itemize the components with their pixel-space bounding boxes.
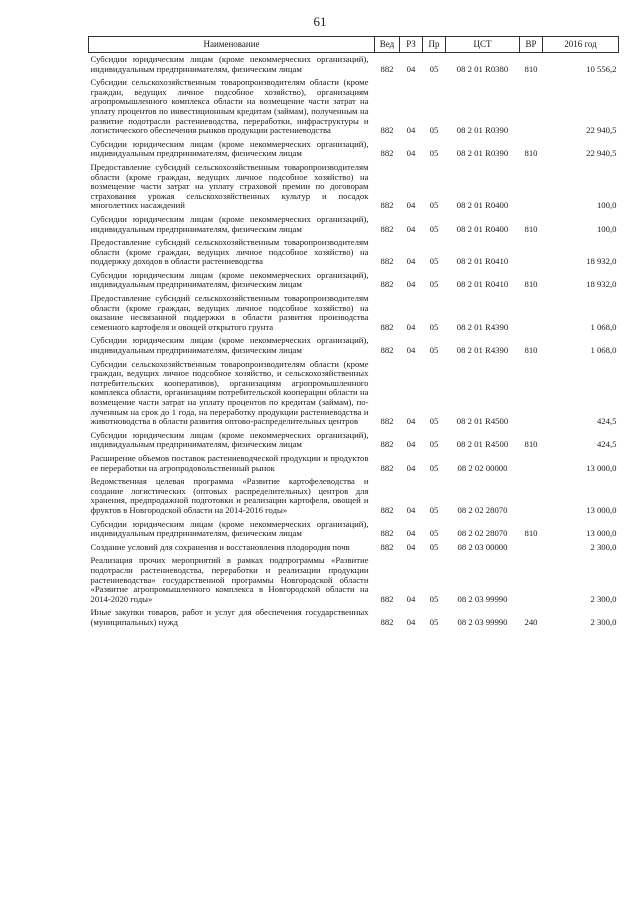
cell-name: Ведомственная целевая программа «Развитие картофелеводства и создание логистических (оптовых распределительных) центров для хранения, предпродажной подготовки и реализации картофеля, овощей и фруктов в Новгородской области на 2014-2016 годы» (90, 476, 369, 515)
cell-cst: 08 2 02 28070 (457, 528, 508, 539)
cell-name: Создание условий для сохранения и восстановления плодородия почв (90, 541, 350, 552)
table-row (89, 213, 619, 236)
cell-name: Предоставление субсидий сельскохозяйственным товаропроизводителям области (кроме граждан, ведущих личное подсобное хозяйство) на возмещение части затрат на уплату страховой премии по договорам страхования урожая сельскохозяйственных культур и посадок многолетних насаждений (90, 161, 369, 211)
table-row (89, 452, 619, 475)
cell-rz: 04 (406, 223, 416, 234)
cell-name: Субсидии юридическим лицам (кроме некоммерческих организаций), индивидуальным предпринимателям, физическим лицам (90, 335, 369, 356)
cell-name: Субсидии юридическим лицам (кроме некоммерческих организаций), индивидуальным предпринимателям, физическим лицам (90, 518, 369, 539)
cell-rz: 04 (406, 462, 416, 473)
cell-name: Предоставление субсидий сельскохозяйственным товаропроизводителям области (кроме граждан, ведущих личное подсобное хозяйство) на оказание несвязанной поддержки в области развития производства семенного картофеля и овощей открытого грунта (90, 293, 369, 332)
cell-sum: 2 300,0 (590, 593, 617, 604)
cell-sum: 10 556,2 (586, 63, 617, 74)
cell-pr: 05 (429, 504, 439, 515)
cell-pr: 05 (429, 439, 439, 450)
cell-rz: 04 (406, 321, 416, 332)
header-vr: ВР (520, 37, 543, 53)
table-row (89, 518, 619, 541)
table-row (89, 554, 619, 606)
cell-vr: 810 (524, 63, 538, 74)
cell-ved: 882 (380, 416, 394, 427)
cell-name: Субсидии юридическим лицам (кроме некоммерческих организаций), индивидуальным предпринимателям, физическим лицам (90, 54, 369, 74)
cell-sum: 2 300,0 (590, 541, 617, 552)
cell-ved: 882 (380, 345, 394, 356)
cell-pr: 05 (429, 528, 439, 539)
table-row (89, 76, 619, 138)
cell-sum: 13 000,0 (586, 528, 617, 539)
cell-cst: 08 2 03 00000 (457, 541, 508, 552)
cell-pr: 05 (429, 541, 439, 552)
cell-cst: 08 2 01 R0380 (456, 63, 509, 74)
cell-sum: 13 000,0 (586, 462, 617, 473)
cell-name: Субсидии юридическим лицам (кроме некоммерческих организаций), индивидуальным предпринимателям, физическим лицам (90, 269, 369, 290)
cell-rz: 04 (406, 148, 416, 159)
cell-cst: 08 2 01 R0400 (456, 200, 509, 211)
cell-pr: 05 (429, 616, 439, 627)
cell-cst: 08 2 01 R0390 (456, 148, 509, 159)
budget-table (88, 36, 619, 629)
cell-vr (520, 541, 543, 555)
cell-vr: 810 (524, 223, 538, 234)
cell-name: Иные закупки товаров, работ и услуг для обеспечения государственных (муниципальных) нужд (90, 607, 369, 627)
cell-rz: 04 (406, 63, 416, 74)
header-ved: Вед (375, 37, 400, 53)
cell-ved: 882 (380, 256, 394, 267)
cell-cst: 08 2 03 99990 (457, 616, 508, 627)
cell-ved: 882 (380, 616, 394, 627)
table-row (89, 606, 619, 629)
cell-rz: 04 (406, 504, 416, 515)
cell-cst: 08 2 01 R4500 (456, 416, 509, 427)
cell-vr (520, 554, 543, 606)
cell-cst: 08 2 02 28070 (457, 504, 508, 515)
cell-sum: 100,0 (596, 200, 617, 211)
cell-pr: 05 (429, 321, 439, 332)
cell-pr: 05 (429, 345, 439, 356)
cell-rz: 04 (406, 416, 416, 427)
cell-rz: 04 (406, 200, 416, 211)
cell-pr: 05 (429, 223, 439, 234)
cell-name: Субсидии юридическим лицам (кроме некоммерческих организаций), индивидуальным предпринимателям, физическим лицам (90, 138, 369, 159)
table-row (89, 53, 619, 77)
header-name: Наименование (89, 37, 375, 53)
table-row (89, 334, 619, 357)
cell-sum: 424,5 (596, 439, 617, 450)
cell-pr: 05 (429, 125, 439, 136)
cell-sum: 100,0 (596, 223, 617, 234)
table-row (89, 429, 619, 452)
cell-rz: 04 (406, 256, 416, 267)
cell-pr: 05 (429, 593, 439, 604)
cell-vr (520, 236, 543, 269)
header-pr: Пр (423, 37, 446, 53)
cell-sum: 22 940,5 (586, 125, 617, 136)
cell-sum: 18 932,0 (586, 279, 617, 290)
cell-vr: 240 (524, 616, 538, 627)
cell-sum: 424,5 (596, 416, 617, 427)
cell-name: Субсидии юридическим лицам (кроме некоммерческих организаций), индивидуальным предпринимателям, физическим лицам (90, 213, 369, 234)
cell-sum: 18 932,0 (586, 256, 617, 267)
cell-ved: 882 (380, 541, 394, 552)
cell-ved: 882 (380, 148, 394, 159)
cell-rz: 04 (406, 439, 416, 450)
cell-sum: 1 068,0 (590, 321, 617, 332)
cell-name: Субсидии сельскохозяйственным товаропроизводителям области (кроме граждан, ведущих личное подсобное хозяйство), организациям агропромышленного комплекса области на возмещение части затрат на уплату процентов по инвестиционным кредитам (займам), полученным на развитие подотрасли растениеводства, переработки, инфраструктуры и логистического обеспечения рынков продукции растениеводства (90, 77, 369, 136)
cell-vr (520, 292, 543, 334)
cell-name: Субсидии юридическим лицам (кроме некоммерческих организаций), индивидуальным предпринимателям, физическим лицам (90, 429, 369, 450)
cell-cst: 08 2 03 99990 (457, 593, 508, 604)
cell-name: Субсидии сельскохозяйственным товаропроизводителям области (кроме граждан, ведущих личное подсобное хозяйство, и сельскохозяйственных потребительских кооперативов), организациям агропромышленного комплекса области, организациям потребительской кооперации области на возмещение части затрат на уплату процентов по кредитам (займам), полученным на срок до 1 года, на переработку продукции растениеводства и животноводства в области развития оптово-распределительных центров (90, 358, 369, 427)
cell-sum: 13 000,0 (586, 504, 617, 515)
cell-ved: 882 (380, 279, 394, 290)
table-row (89, 236, 619, 269)
cell-cst: 08 2 01 R0390 (456, 125, 509, 136)
cell-cst: 08 2 01 R0410 (456, 256, 509, 267)
cell-cst: 08 2 02 00000 (457, 462, 508, 473)
cell-ved: 882 (380, 125, 394, 136)
cell-ved: 882 (380, 439, 394, 450)
cell-rz: 04 (406, 616, 416, 627)
cell-name: Предоставление субсидий сельскохозяйственным товаропроизводителям области (кроме граждан, ведущих личное подсобное хозяйство) на поддержку доходов в области растениеводства (90, 237, 369, 267)
cell-pr: 05 (429, 279, 439, 290)
cell-rz: 04 (406, 528, 416, 539)
table-row (89, 269, 619, 292)
cell-vr: 810 (524, 148, 538, 159)
cell-ved: 882 (380, 200, 394, 211)
cell-ved: 882 (380, 63, 394, 74)
cell-pr: 05 (429, 462, 439, 473)
cell-vr: 810 (524, 528, 538, 539)
cell-pr: 05 (429, 256, 439, 267)
cell-ved: 882 (380, 504, 394, 515)
header-year: 2016 год (543, 37, 619, 53)
cell-pr: 05 (429, 63, 439, 74)
table-row (89, 161, 619, 213)
cell-rz: 04 (406, 125, 416, 136)
cell-pr: 05 (429, 416, 439, 427)
cell-vr (520, 475, 543, 517)
cell-vr: 810 (524, 279, 538, 290)
cell-cst: 08 2 01 R4500 (456, 439, 509, 450)
cell-sum: 2 300,0 (590, 616, 617, 627)
cell-ved: 882 (380, 528, 394, 539)
cell-name: Расширение объемов поставок растениеводческой продукции и продуктов ее переработки на агропродовольственный рынок (90, 452, 369, 473)
header-cst: ЦСТ (446, 37, 520, 53)
cell-vr: 810 (524, 345, 538, 356)
cell-ved: 882 (380, 593, 394, 604)
cell-name: Реализация прочих мероприятий в рамках подпрограммы «Развитие подотрасли растениеводства, переработки и реализации продукции растениеводства» государственной программы Новгородской области «Развитие агропромышленного комплекса в Новгородской области на 2014-2020 годы» (90, 555, 369, 604)
cell-cst: 08 2 01 R0410 (456, 279, 509, 290)
table-header (89, 37, 619, 53)
cell-vr (520, 358, 543, 429)
cell-rz: 04 (406, 593, 416, 604)
cell-rz: 04 (406, 345, 416, 356)
cell-sum: 1 068,0 (590, 345, 617, 356)
cell-rz: 04 (406, 541, 416, 552)
cell-pr: 05 (429, 148, 439, 159)
cell-pr: 05 (429, 200, 439, 211)
table-row (89, 138, 619, 161)
cell-ved: 882 (380, 462, 394, 473)
cell-ved: 882 (380, 223, 394, 234)
cell-vr (520, 76, 543, 138)
cell-cst: 08 2 01 R4390 (456, 321, 509, 332)
cell-vr (520, 452, 543, 475)
cell-ved: 882 (380, 321, 394, 332)
table-row (89, 475, 619, 517)
cell-sum: 22 940,5 (586, 148, 617, 159)
table-row (89, 541, 619, 555)
page-number: 61 (313, 14, 327, 29)
cell-rz: 04 (406, 279, 416, 290)
table-row (89, 292, 619, 334)
table-row (89, 358, 619, 429)
cell-vr (520, 161, 543, 213)
table-body (89, 53, 619, 630)
cell-cst: 08 2 01 R0400 (456, 223, 509, 234)
header-rz: РЗ (400, 37, 423, 53)
cell-cst: 08 2 01 R4390 (456, 345, 509, 356)
cell-vr: 810 (524, 439, 538, 450)
